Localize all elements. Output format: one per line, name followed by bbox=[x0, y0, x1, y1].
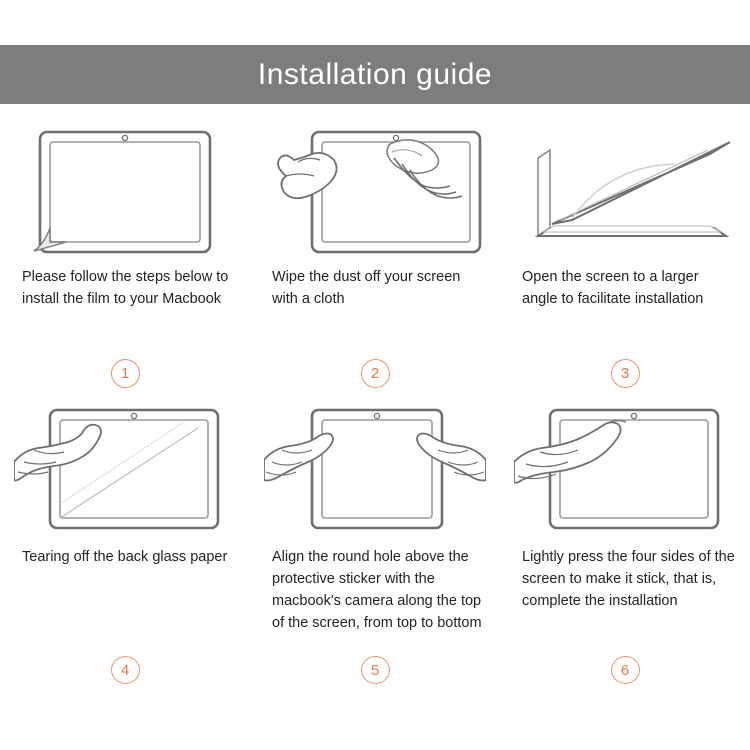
step-number-4: 4 bbox=[111, 656, 140, 684]
step-card-5 bbox=[250, 398, 500, 698]
step-card-4 bbox=[0, 398, 250, 698]
step-caption-2: Wipe the dust off your screen with a cloth bbox=[272, 269, 461, 307]
hand-pressing-screen-edges-icon bbox=[514, 404, 736, 536]
step-caption-3: Open the screen to a larger angle to facilitate installation bbox=[522, 269, 704, 307]
step-card-1 bbox=[0, 118, 250, 398]
step-number-6: 6 bbox=[611, 656, 640, 684]
hand-tearing-back-paper-icon bbox=[14, 404, 236, 536]
hand-wiping-screen-with-cloth-icon bbox=[264, 124, 486, 256]
step-number-3: 3 bbox=[611, 359, 640, 388]
step-caption-6: Lightly press the four sides of the screen to make it stick, that is, complete the installation bbox=[522, 549, 735, 609]
open-laptop-angle-icon bbox=[514, 124, 736, 256]
steps-grid bbox=[0, 118, 750, 698]
screen-with-peeling-film-icon bbox=[14, 124, 236, 256]
step-number-5: 5 bbox=[361, 656, 390, 684]
two-hands-aligning-film-icon bbox=[264, 404, 486, 536]
step-card-2 bbox=[250, 118, 500, 398]
step-caption-4: Tearing off the back glass paper bbox=[22, 549, 228, 565]
page-title: Installation guide bbox=[257, 57, 493, 91]
step-card-3 bbox=[500, 118, 750, 398]
step-caption-1: Please follow the steps below to install the film to your Macbook bbox=[22, 269, 229, 307]
step-number-1: 1 bbox=[111, 359, 140, 388]
step-number-2: 2 bbox=[361, 359, 390, 388]
step-caption-5: Align the round hole above the protective sticker with the macbook's camera along the top of the screen, from top to bottom bbox=[272, 549, 482, 631]
header-bar bbox=[0, 45, 750, 104]
step-card-6 bbox=[500, 398, 750, 698]
